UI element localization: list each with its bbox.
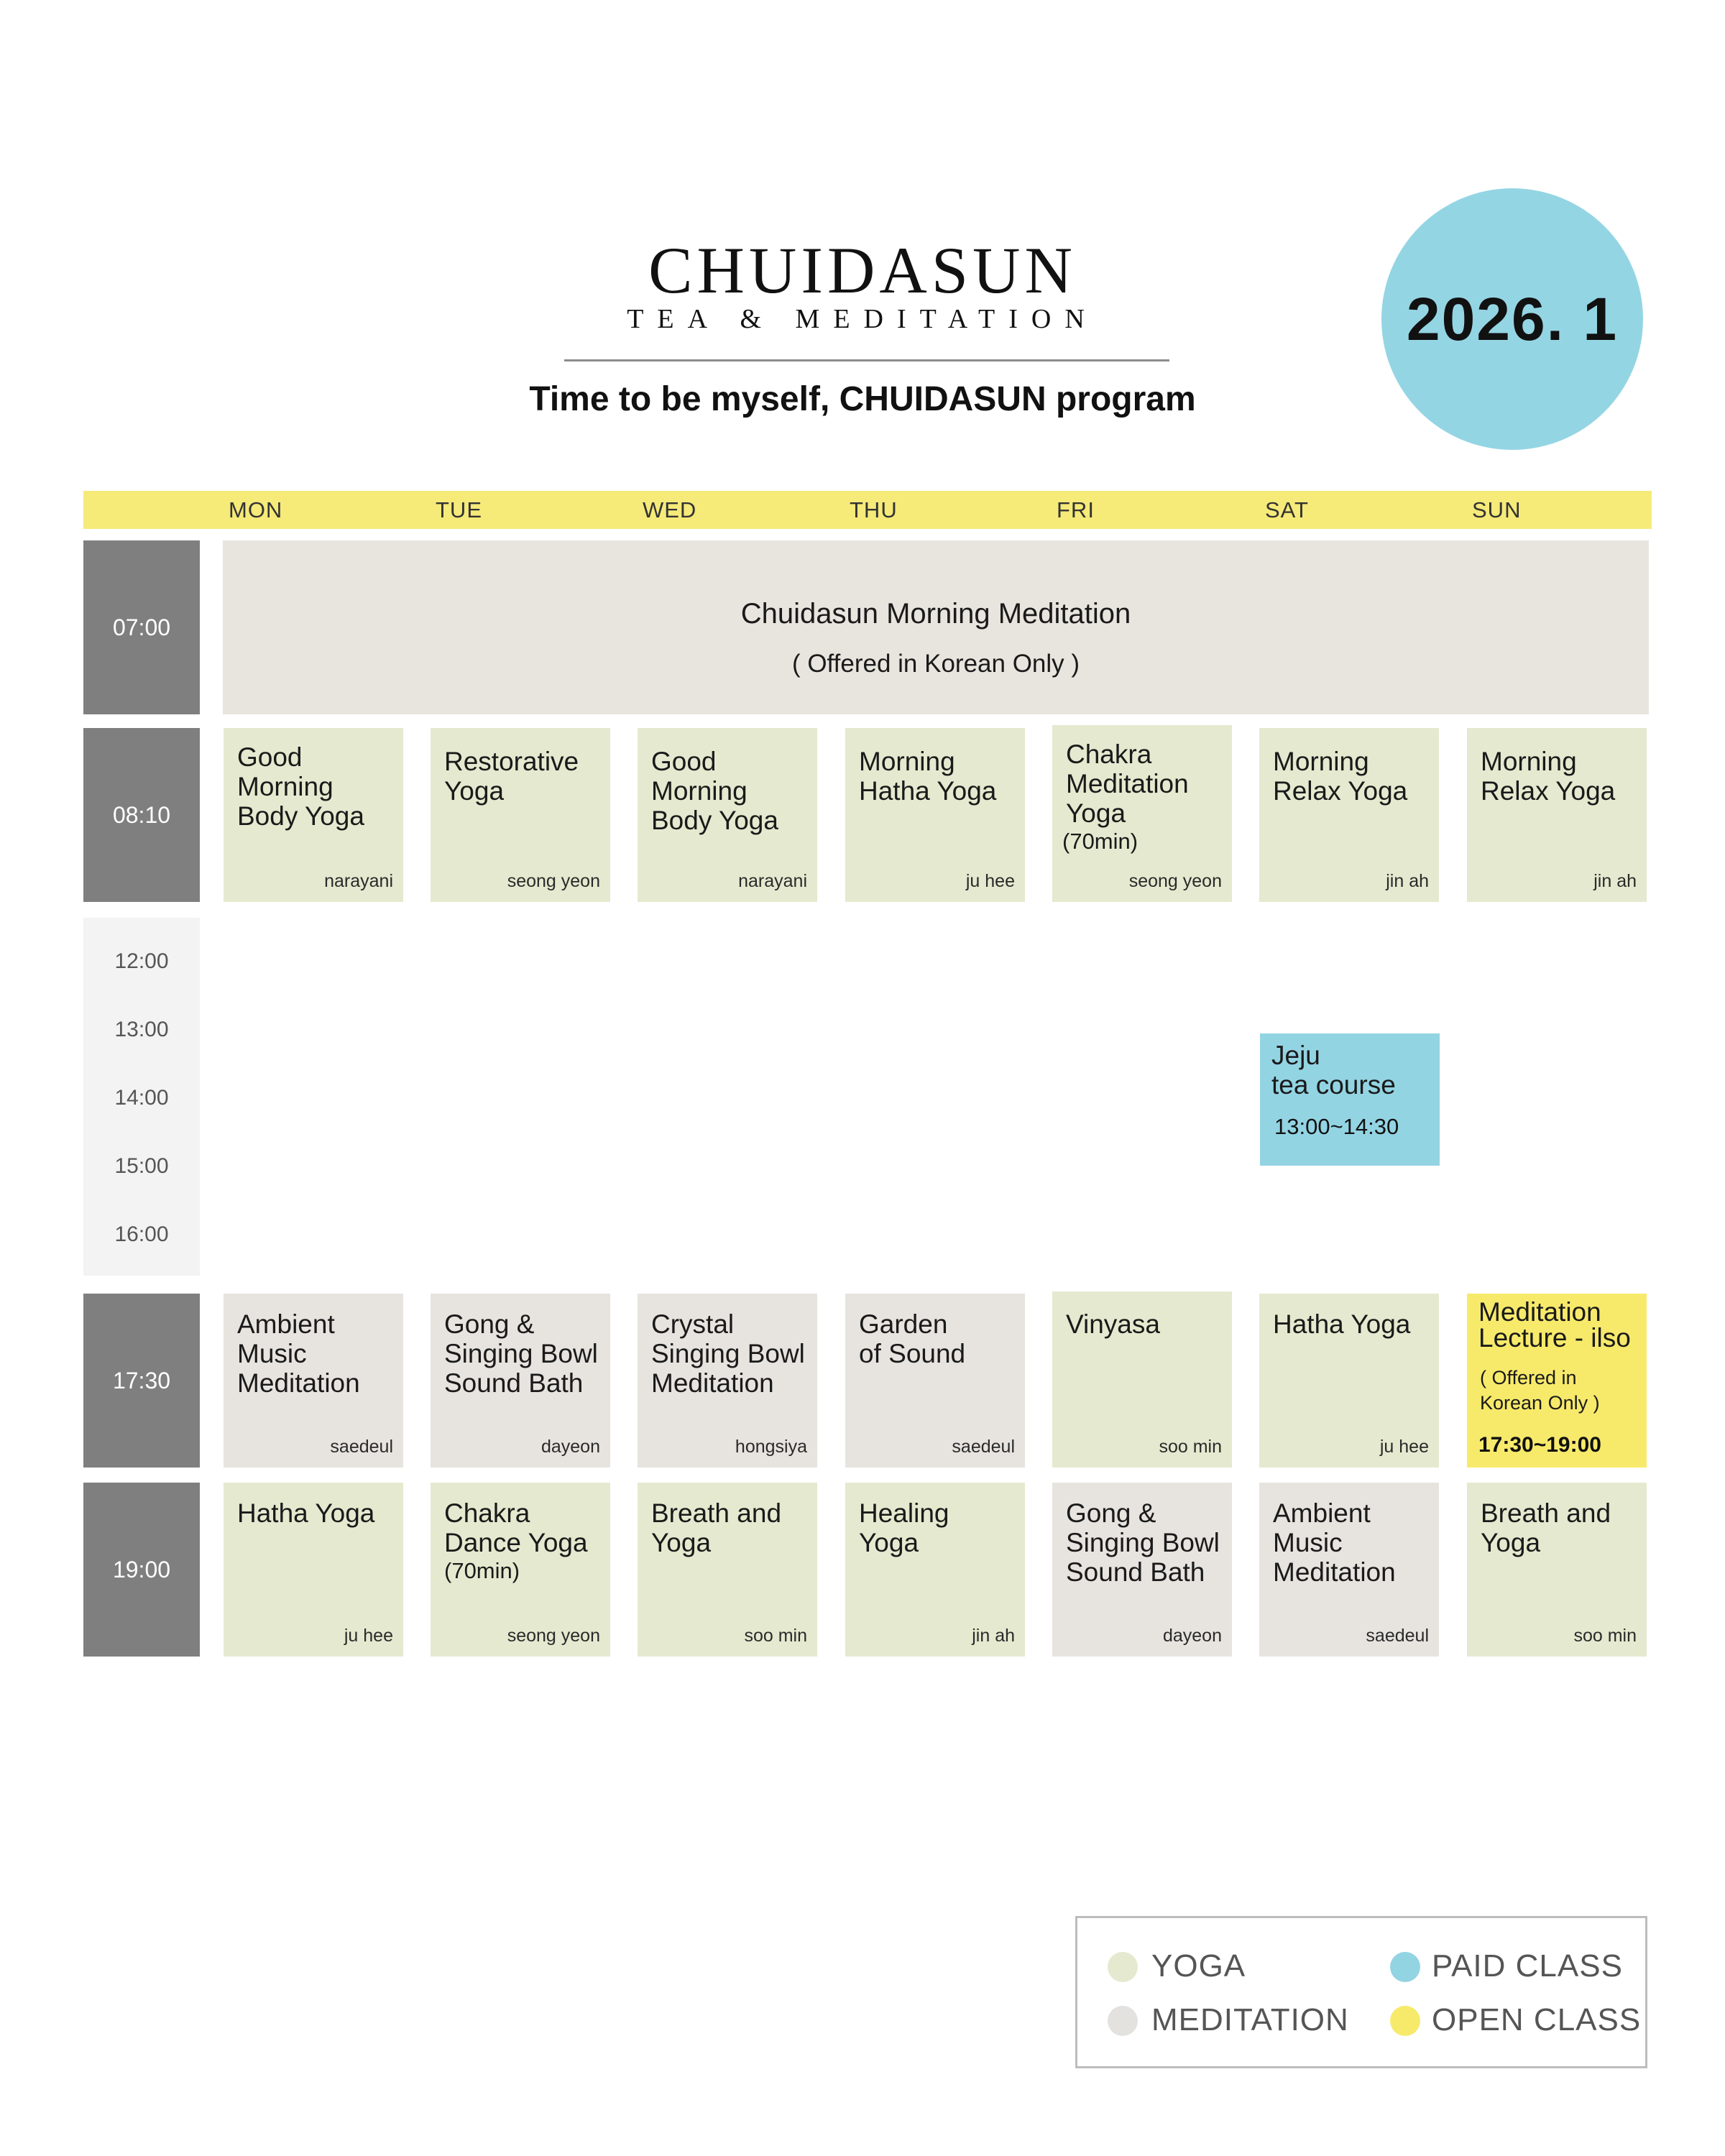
class-duration: (70min) xyxy=(444,1558,520,1583)
class-1730-thu[interactable] xyxy=(845,1294,1025,1468)
time-slot-1300: 13:00 xyxy=(114,1018,169,1041)
class-title: Restorative Yoga xyxy=(444,747,579,806)
class-1900-wed[interactable] xyxy=(638,1483,817,1657)
class-1730-tue[interactable] xyxy=(431,1294,610,1468)
brand-subtitle: TEA & MEDITATION xyxy=(627,304,1098,334)
class-teacher: soo min xyxy=(1573,1626,1637,1646)
class-time: 17:30~19:00 xyxy=(1478,1433,1601,1457)
morning-meditation-banner xyxy=(223,540,1649,714)
day-label-sun: SUN xyxy=(1472,497,1522,522)
class-0810-sat[interactable] xyxy=(1259,728,1439,902)
banner-subtitle: ( Offered in Korean Only ) xyxy=(791,650,1080,678)
class-teacher: ju hee xyxy=(965,871,1015,891)
time-slot-1600: 16:00 xyxy=(114,1222,169,1246)
class-teacher: jin ah xyxy=(972,1626,1015,1646)
time-slot-1730: 17:30 xyxy=(83,1294,200,1468)
class-0810-mon[interactable] xyxy=(224,728,403,902)
class-title: Chakra Meditation Yoga xyxy=(1066,740,1189,828)
open-class-meditation-lecture[interactable] xyxy=(1467,1294,1647,1468)
class-teacher: ju hee xyxy=(344,1626,393,1646)
brand-logo: CHUIDASUN xyxy=(648,234,1077,307)
class-title: Vinyasa xyxy=(1066,1309,1160,1339)
class-title: Gong & Singing Bowl Sound Bath xyxy=(1066,1498,1220,1587)
class-teacher: jin ah xyxy=(1386,871,1429,891)
class-title: Chakra Dance Yoga xyxy=(444,1498,588,1557)
class-title: Gong & Singing Bowl Sound Bath xyxy=(444,1309,598,1398)
class-title: Good Morning Body Yoga xyxy=(237,742,364,831)
class-time: 13:00~14:30 xyxy=(1274,1114,1399,1139)
legend-paid-swatch xyxy=(1390,1952,1420,1982)
class-1900-thu[interactable] xyxy=(845,1483,1025,1657)
class-teacher: saedeul xyxy=(330,1437,393,1457)
time-slot-1900: 19:00 xyxy=(83,1483,200,1657)
class-title: Ambient Music Meditation xyxy=(237,1309,360,1398)
legend-yoga-label: YOGA xyxy=(1151,1948,1246,1984)
day-label-fri: FRI xyxy=(1057,497,1095,522)
class-teacher: narayani xyxy=(738,871,807,891)
class-1900-tue[interactable] xyxy=(431,1483,610,1657)
time-slot-1400: 14:00 xyxy=(114,1086,169,1110)
class-teacher: saedeul xyxy=(1366,1626,1429,1646)
class-title: Morning Relax Yoga xyxy=(1273,747,1408,806)
legend-box xyxy=(1075,1916,1647,2068)
class-0810-wed[interactable] xyxy=(638,728,817,902)
day-label-sat: SAT xyxy=(1265,497,1309,522)
class-teacher: soo min xyxy=(744,1626,807,1646)
header-divider xyxy=(564,359,1169,361)
class-teacher: narayani xyxy=(324,871,393,891)
class-teacher: ju hee xyxy=(1379,1437,1429,1457)
legend-open-label: OPEN CLASS xyxy=(1432,2002,1642,2037)
time-slot-0810: 08:10 xyxy=(83,728,200,902)
class-1900-mon[interactable] xyxy=(224,1483,403,1657)
class-title: Ambient Music Meditation xyxy=(1273,1498,1396,1587)
class-title: Healing Yoga xyxy=(859,1498,949,1557)
class-teacher: dayeon xyxy=(1162,1626,1222,1646)
class-note: ( Offered in Korean Only ) xyxy=(1480,1367,1600,1414)
time-slot-0700: 07:00 xyxy=(83,540,200,714)
class-0810-fri[interactable] xyxy=(1052,725,1232,902)
legend-yoga-swatch xyxy=(1108,1952,1138,1982)
class-teacher: hongsiya xyxy=(735,1437,807,1457)
day-label-wed: WED xyxy=(643,497,697,522)
time-slot-1200: 12:00 xyxy=(114,949,169,973)
class-1900-fri[interactable] xyxy=(1052,1483,1232,1657)
class-0810-sun[interactable] xyxy=(1467,728,1647,902)
day-label-mon: MON xyxy=(229,497,283,522)
class-title: Crystal Singing Bowl Meditation xyxy=(651,1309,805,1398)
class-duration: (70min) xyxy=(1062,829,1138,854)
class-1730-fri[interactable] xyxy=(1052,1291,1232,1468)
day-label-tue: TUE xyxy=(436,497,482,522)
class-1900-sat[interactable] xyxy=(1259,1483,1439,1657)
class-title: Breath and Yoga xyxy=(651,1498,782,1557)
time-slot-1500: 15:00 xyxy=(114,1154,169,1178)
banner-title: Chuidasun Morning Meditation xyxy=(740,598,1131,630)
day-label-thu: THU xyxy=(850,497,898,522)
class-title: Hatha Yoga xyxy=(237,1498,375,1528)
legend-meditation-swatch xyxy=(1108,2006,1138,2036)
paid-class-jeju-tea-course[interactable] xyxy=(1260,1033,1440,1166)
legend-open-swatch xyxy=(1390,2006,1420,2036)
page-tagline: Time to be myself, CHUIDASUN program xyxy=(529,380,1196,418)
class-0810-tue[interactable] xyxy=(431,728,610,902)
class-teacher: soo min xyxy=(1159,1437,1222,1457)
class-1730-mon[interactable] xyxy=(224,1294,403,1468)
legend-paid-label: PAID CLASS xyxy=(1432,1948,1623,1984)
class-title: Morning Relax Yoga xyxy=(1481,747,1616,806)
class-teacher: seong yeon xyxy=(507,1626,600,1646)
class-0810-thu[interactable] xyxy=(845,728,1025,902)
class-title: Jeju tea course xyxy=(1271,1041,1396,1100)
class-1900-sun[interactable] xyxy=(1467,1483,1647,1657)
class-teacher: saedeul xyxy=(952,1437,1015,1457)
class-title: Morning Hatha Yoga xyxy=(859,747,997,806)
month-badge: 2026. 1 xyxy=(1381,188,1643,450)
class-title: Meditation Lecture - ilso xyxy=(1478,1297,1631,1353)
class-teacher: dayeon xyxy=(540,1437,600,1457)
class-title: Hatha Yoga xyxy=(1273,1309,1411,1339)
class-1730-wed[interactable] xyxy=(638,1294,817,1468)
class-teacher: seong yeon xyxy=(1128,871,1222,891)
legend-meditation-label: MEDITATION xyxy=(1151,2002,1349,2037)
class-title: Good Morning Body Yoga xyxy=(651,747,778,835)
class-title: Breath and Yoga xyxy=(1481,1498,1611,1557)
class-teacher: jin ah xyxy=(1593,871,1637,891)
class-title: Garden of Sound xyxy=(859,1309,966,1368)
class-teacher: seong yeon xyxy=(507,871,600,891)
class-1730-sat[interactable] xyxy=(1259,1294,1439,1468)
